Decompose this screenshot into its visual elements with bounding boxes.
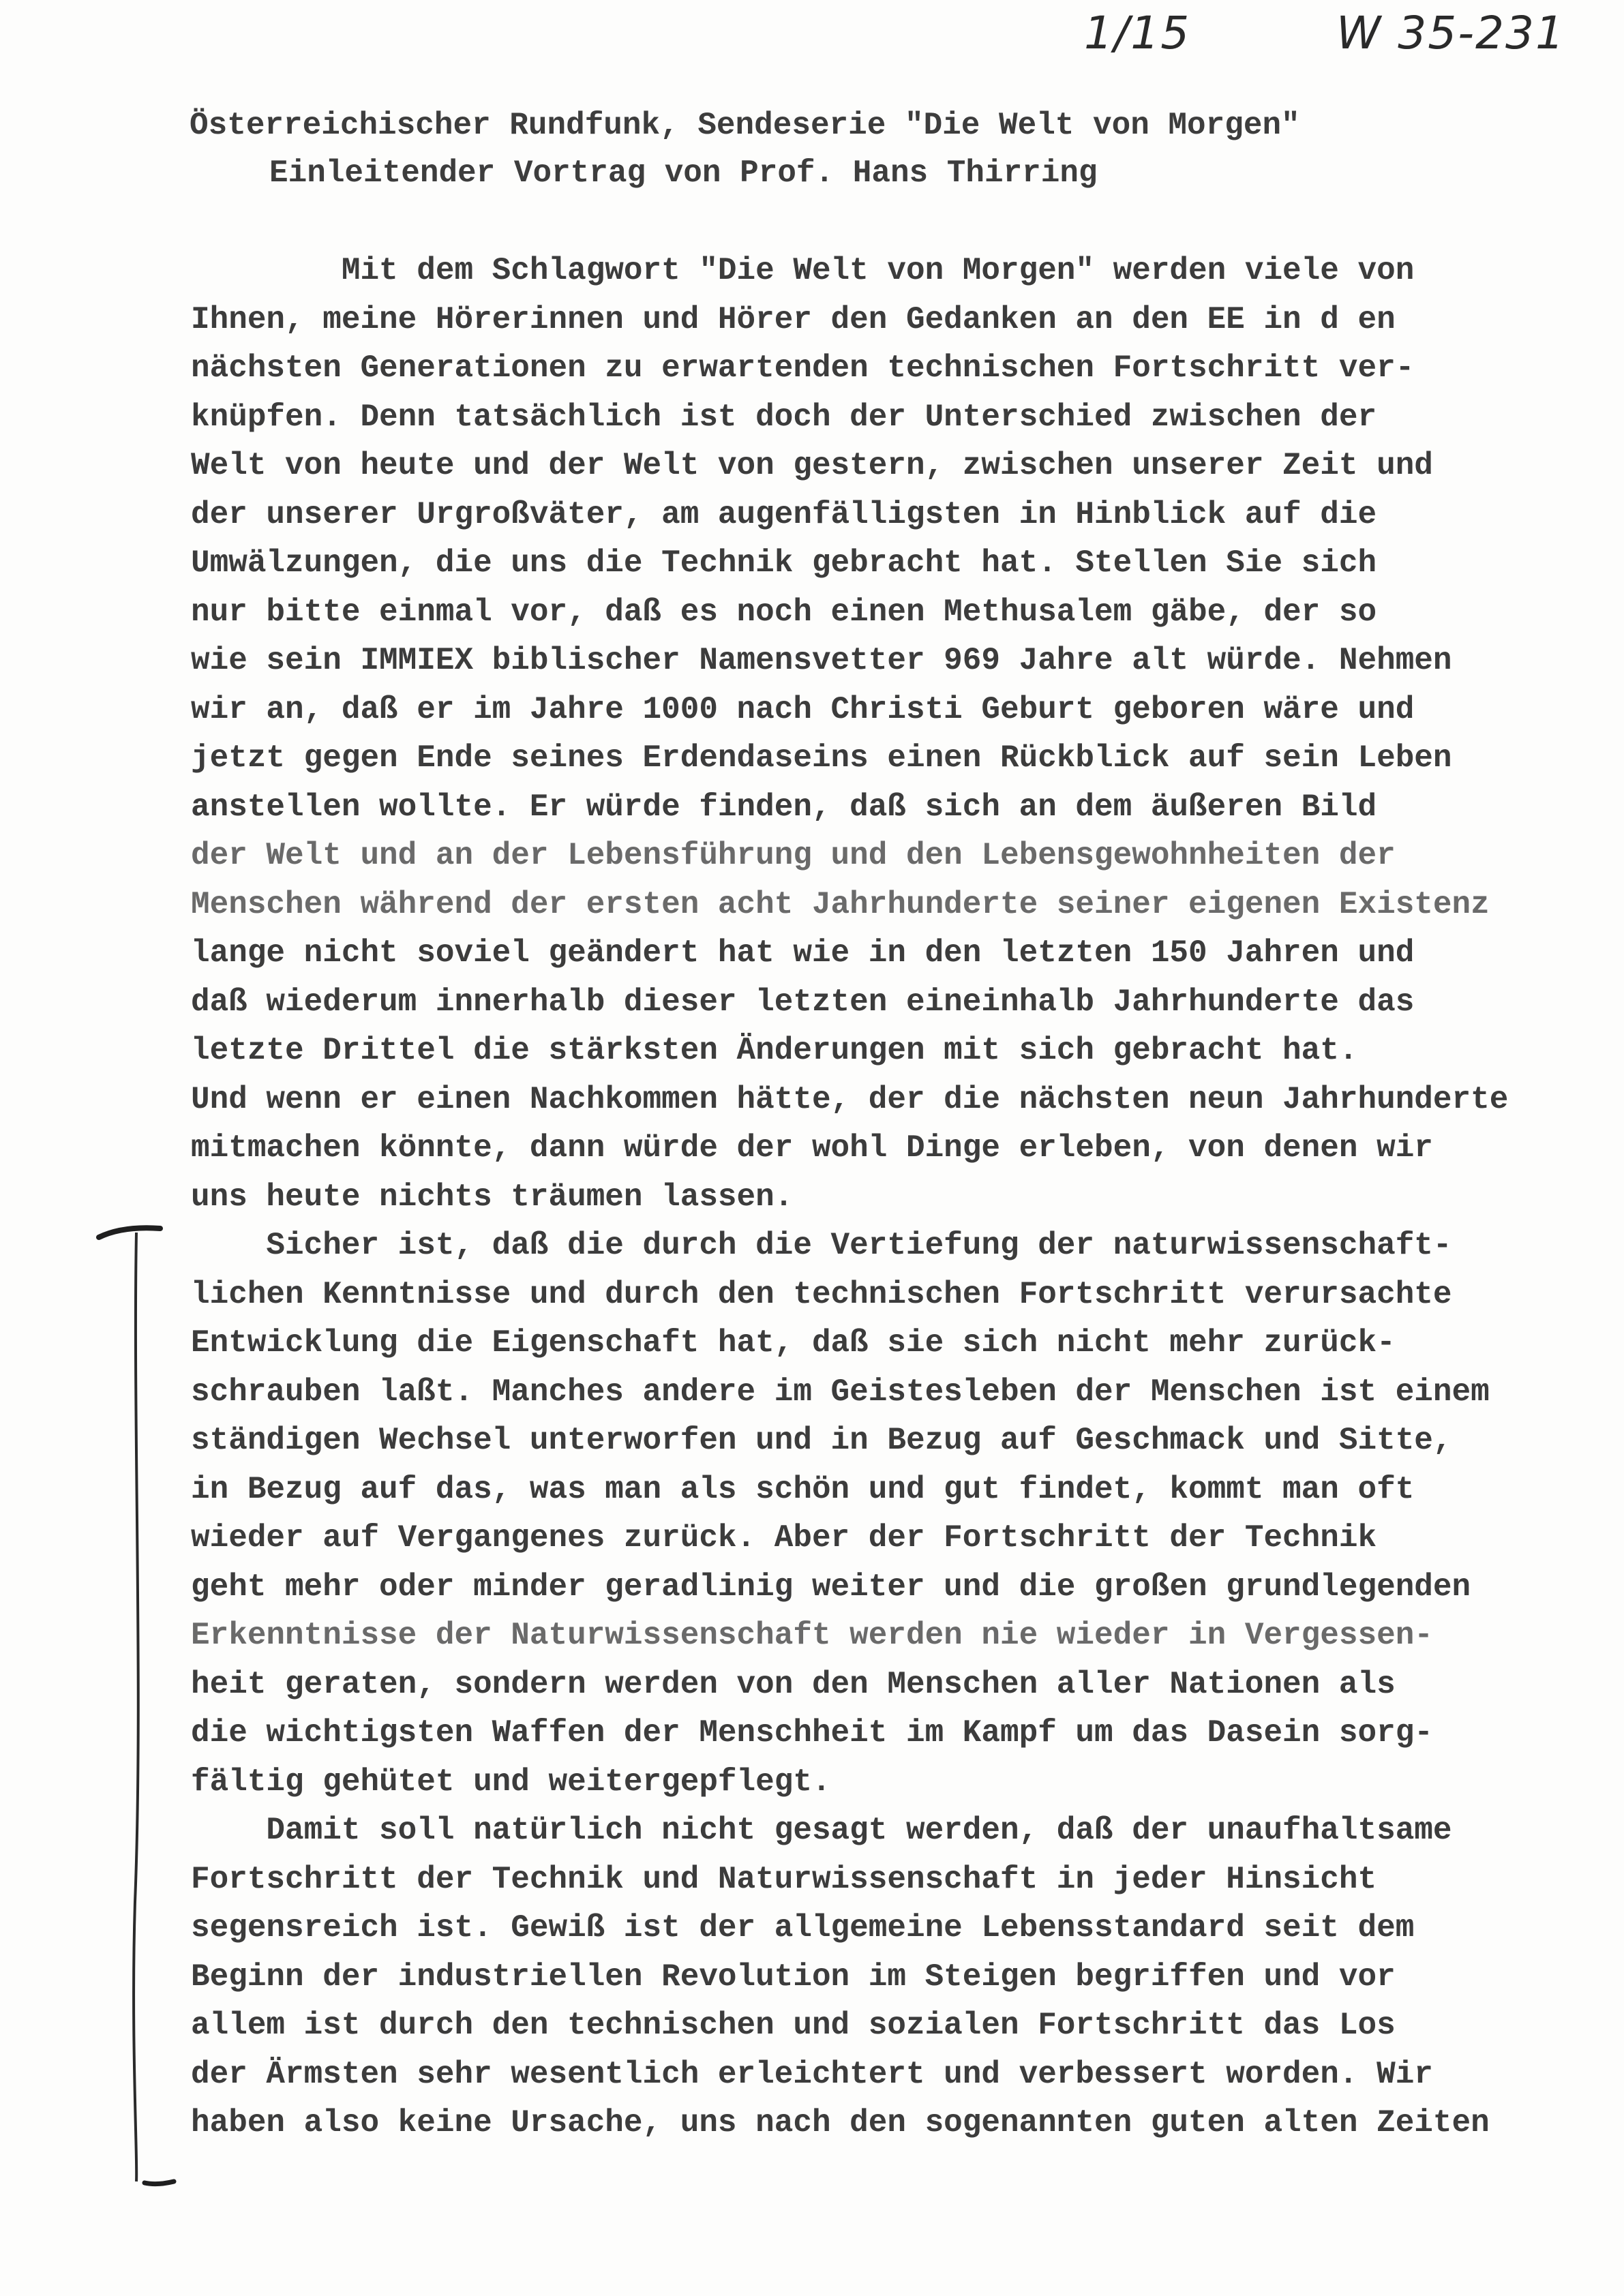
body-line: Umwälzungen, die uns die Technik gebracht hat. Stellen Sie sich <box>191 545 1377 581</box>
body-line: jetzt gegen Ende seines Erdendaseins einen Rückblick auf sein Leben <box>191 740 1452 776</box>
body-line: die wichtigsten Waffen der Menschheit im Kampf um das Dasein sorg- <box>191 1715 1433 1751</box>
body-line: fältig gehütet und weitergepflegt. <box>191 1764 831 1800</box>
body-line: Sicher ist, daß die durch die Vertiefung der naturwissenschaft- <box>191 1228 1452 1263</box>
handwritten-page-number: 1/15 <box>1084 7 1191 59</box>
body-line: knüpfen. Denn tatsächlich ist doch der Unterschied zwischen der <box>191 399 1377 435</box>
body-line: lichen Kenntnisse und durch den technischen Fortschritt verursachte <box>191 1276 1452 1312</box>
margin-bracket-mark <box>95 1220 177 2195</box>
body-line: segensreich ist. Gewiß ist der allgemeine Lebensstandard seit dem <box>191 1910 1415 1946</box>
body-line: haben also keine Ursache, uns nach den sogenannten guten alten Zeiten <box>191 2105 1490 2141</box>
body-line: allem ist durch den technischen und sozialen Fortschritt das Los <box>191 2008 1396 2043</box>
body-line: wir an, daß er im Jahre 1000 nach Christi Geburt geboren wäre und <box>191 691 1415 727</box>
body-line: wie sein IMMIEX biblischer Namensvetter 969 Jahre alt würde. Nehmen <box>191 643 1452 678</box>
body-line: Fortschritt der Technik und Naturwissenschaft in jeder Hinsicht <box>191 1861 1377 1897</box>
body-line: wieder auf Vergangenes zurück. Aber der Fortschritt der Technik <box>191 1520 1377 1556</box>
body-line: heit geraten, sondern werden von den Menschen aller Nationen als <box>191 1666 1396 1702</box>
body-line: anstellen wollte. Er würde finden, daß sich an dem äußeren Bild <box>191 789 1377 825</box>
body-line: mitmachen könnte, dann würde der wohl Dinge erleben, von denen wir <box>191 1130 1433 1166</box>
body-line: Menschen während der ersten acht Jahrhunderte seiner eigenen Existenz <box>191 886 1490 922</box>
body-line: ständigen Wechsel unterworfen und in Bezug auf Geschmack und Sitte, <box>191 1423 1452 1458</box>
body-line: schrauben laßt. Manches andere im Geistesleben der Menschen ist einem <box>191 1374 1490 1410</box>
body-line: Damit soll natürlich nicht gesagt werden, daß der unaufhaltsame <box>191 1813 1452 1848</box>
body-line: nächsten Generationen zu erwartenden technischen Fortschritt ver- <box>191 350 1415 386</box>
body-line: uns heute nichts träumen lassen. <box>191 1179 794 1215</box>
body-line: letzte Drittel die stärksten Änderungen mit sich gebracht hat. <box>191 1033 1358 1068</box>
body-line: nur bitte einmal vor, daß es noch einen Methusalem gäbe, der so <box>191 594 1377 630</box>
document-subtitle: Einleitender Vortrag von Prof. Hans Thirring <box>269 155 1098 191</box>
document-body <box>191 247 1623 2148</box>
body-line: der Ärmsten sehr wesentlich erleichtert und verbessert worden. Wir <box>191 2056 1433 2092</box>
body-line: der Welt und an der Lebensführung und den Lebensgewohnheiten der <box>191 838 1396 873</box>
document-title: Österreichischer Rundfunk, Sendeserie "Die Welt von Morgen" <box>190 108 1300 143</box>
body-line: Mit dem Schlagwort "Die Welt von Morgen" werden viele von <box>191 253 1415 288</box>
body-line: Beginn der industriellen Revolution im Steigen begriffen und vor <box>191 1959 1396 1995</box>
body-line: Welt von heute und der Welt von gestern, zwischen unserer Zeit und <box>191 448 1433 483</box>
body-line: Ihnen, meine Hörerinnen und Hörer den Gedanken an den EE in d en <box>191 301 1396 337</box>
body-line: Erkenntnisse der Naturwissenschaft werden nie wieder in Vergessen- <box>191 1618 1433 1653</box>
body-line: geht mehr oder minder geradlinig weiter und die großen grundlegenden <box>191 1569 1471 1605</box>
body-line: daß wiederum innerhalb dieser letzten eineinhalb Jahrhunderte das <box>191 984 1415 1020</box>
body-line: lange nicht soviel geändert hat wie in den letzten 150 Jahren und <box>191 935 1415 971</box>
body-line: der unserer Urgroßväter, am augenfälligsten in Hinblick auf die <box>191 496 1377 532</box>
body-line: in Bezug auf das, was man als schön und gut findet, kommt man oft <box>191 1471 1415 1507</box>
body-line: Entwicklung die Eigenschaft hat, daß sie sich nicht mehr zurück- <box>191 1325 1396 1361</box>
handwritten-archive-id: W 35-231 <box>1336 7 1566 59</box>
body-line: Und wenn er einen Nachkommen hätte, der die nächsten neun Jahrhunderte <box>191 1081 1509 1117</box>
